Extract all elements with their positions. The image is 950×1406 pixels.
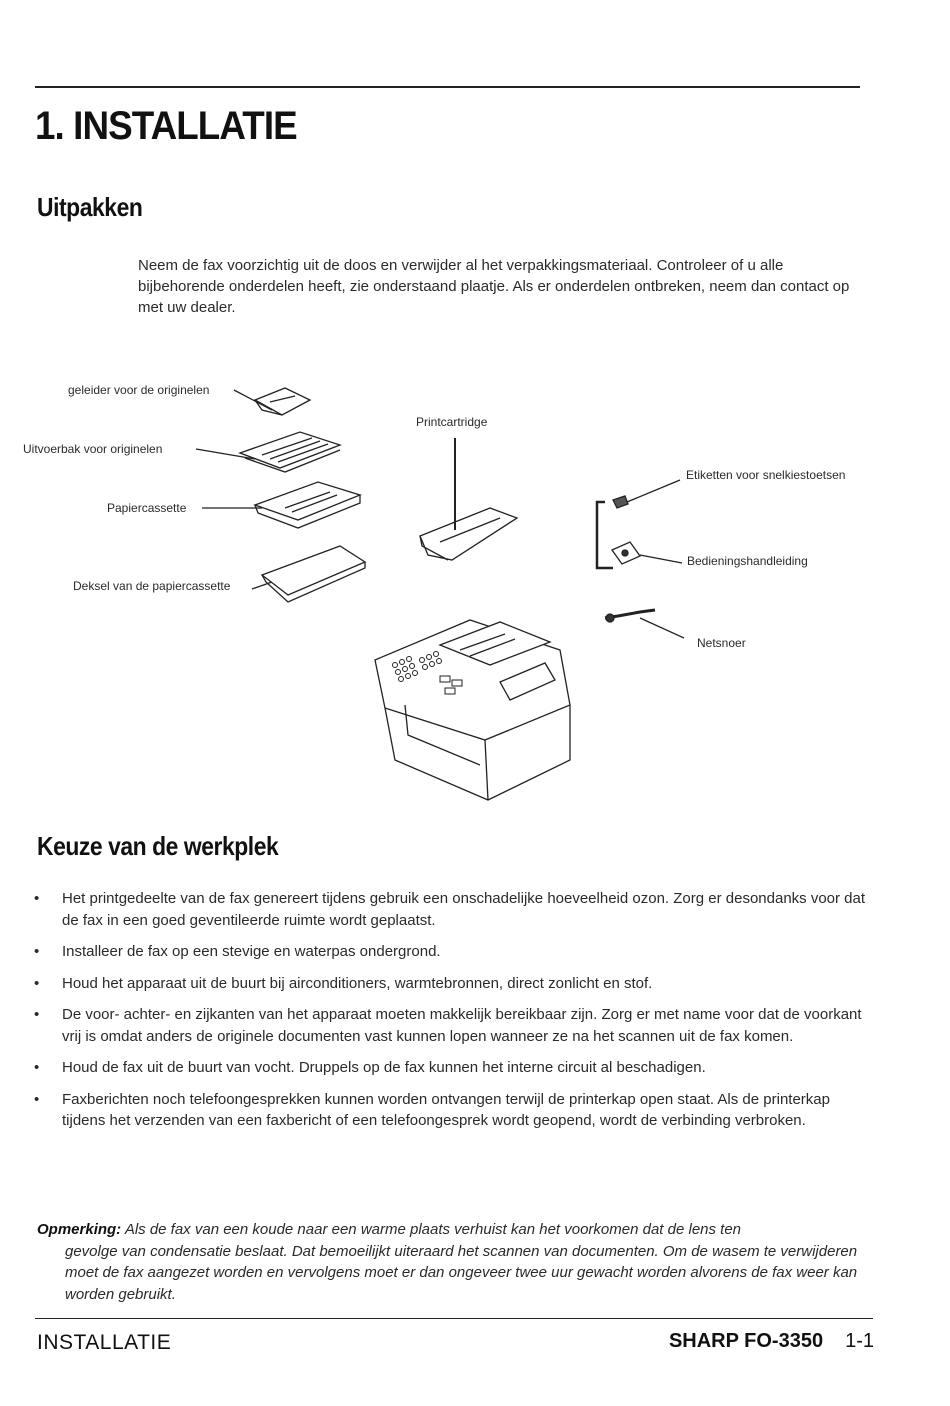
list-item — [32, 1057, 872, 1079]
leader-line-labels — [627, 480, 680, 502]
bullet-text: De voor- achter- en zijkanten van het apparaat moeten makkelijk bereikbaar zijn. Zorg er met name voor dat de voorkant vrij is omdat anders de originele documenten vast kunnen lopen wanneer ze na het scannen uit de fax komen. — [62, 1006, 862, 1045]
label-output-tray: Uitvoerbak voor originelen — [23, 442, 163, 456]
note-paragraph — [37, 1219, 867, 1305]
label-print-cartridge: Printcartridge — [416, 415, 488, 429]
top-rule — [35, 86, 860, 88]
bullet-icon: • — [34, 974, 40, 992]
label-original-guide: geleider voor de originelen — [68, 383, 210, 397]
bullet-text: Houd de fax uit de buurt van vocht. Druppels op de fax kunnen het interne circuit al beschadigen. — [62, 1059, 706, 1076]
manual-drawing — [612, 542, 640, 564]
list-item — [32, 888, 872, 931]
workplace-bullet-list — [32, 888, 872, 1142]
list-item — [32, 1004, 872, 1047]
list-item — [32, 1089, 872, 1132]
label-paper-cassette: Papiercassette — [107, 501, 187, 515]
note-first-line: Als de fax van een koude naar een warme plaats verhuist kan het voorkomen dat de lens ten — [124, 1221, 742, 1238]
section-heading-workplace: Keuze van de werkplek — [37, 831, 279, 861]
footer-section: INSTALLATIE — [37, 1331, 172, 1354]
power-cord-drawing — [605, 610, 655, 622]
leader-line-cord — [640, 618, 684, 638]
label-manual: Bedieningshandleiding — [687, 554, 808, 568]
output-tray-drawing — [240, 432, 340, 472]
note-label: Opmerking: — [37, 1221, 122, 1238]
print-cartridge-drawing — [420, 508, 517, 560]
cassette-cover-drawing — [262, 546, 365, 602]
label-cassette-cover: Deksel van de papiercassette — [73, 579, 231, 593]
note-continuation: gevolge van condensatie beslaat. Dat bemoeilijkt uiteraard het scannen van documenten. Om de wasem te verwijderen moet de fax aangezet worden en vervolgens moet er dan ongeveer twee uur gewacht worden alvorens de fax weer kan worden gebruikt. — [65, 1242, 858, 1303]
original-guide-drawing — [255, 388, 310, 415]
bullet-icon: • — [34, 1090, 40, 1108]
intro-paragraph: Neem de fax voorzichtig uit de doos en verwijder al het verpakkingsmateriaal. Controleer of u alle bijbehorende onderdelen heeft, zie onderstaand plaatje. Als er onderdelen ontbreken, neem dan contact op met uw dealer. — [138, 257, 850, 316]
bottom-rule — [35, 1318, 873, 1319]
label-speed-dial-labels: Etiketten voor snelkiestoetsen — [686, 468, 846, 482]
bullet-text: Faxberichten noch telefoongesprekken kunnen worden ontvangen terwijl de printerkap open staat. Als de printerkap tijdens het verzenden van een faxbericht of een telefoongesprek wordt geopend, wordt de verbinding verbroken. — [62, 1090, 830, 1129]
footer-model: SHARP FO-3350 — [668, 1330, 824, 1352]
bullet-text: Het printgedeelte van de fax genereert tijdens gebruik een onschadelijke hoeveelheid ozon. Zorg er desondanks voor dat de fax in een goed geventileerde ruimte wordt geplaatst. — [62, 890, 866, 929]
footer-right — [669, 1330, 874, 1353]
speed-dial-labels-drawing — [613, 496, 628, 508]
chapter-title: 1. INSTALLATIE — [35, 104, 297, 148]
bullet-text: Installeer de fax op een stevige en waterpas ondergrond. — [62, 943, 441, 960]
section-heading-unpack: Uitpakken — [37, 192, 143, 222]
leader-line-manual — [640, 555, 682, 563]
package-contents-figure — [0, 360, 950, 810]
list-item — [32, 941, 872, 963]
paper-cassette-drawing — [255, 482, 360, 528]
fax-machine-drawing — [375, 620, 570, 800]
label-power-cord: Netsnoer — [697, 636, 746, 650]
bullet-text: Houd het apparaat uit de buurt bij airconditioners, warmtebronnen, direct zonlicht en stof. — [62, 974, 653, 992]
bracket-line — [597, 502, 613, 568]
list-item — [32, 973, 872, 995]
bullet-icon: • — [34, 890, 40, 907]
bullet-icon: • — [34, 1006, 40, 1023]
bullet-icon: • — [34, 1059, 40, 1076]
footer-page-number: 1-1 — [845, 1330, 874, 1352]
bullet-icon: • — [34, 943, 40, 960]
